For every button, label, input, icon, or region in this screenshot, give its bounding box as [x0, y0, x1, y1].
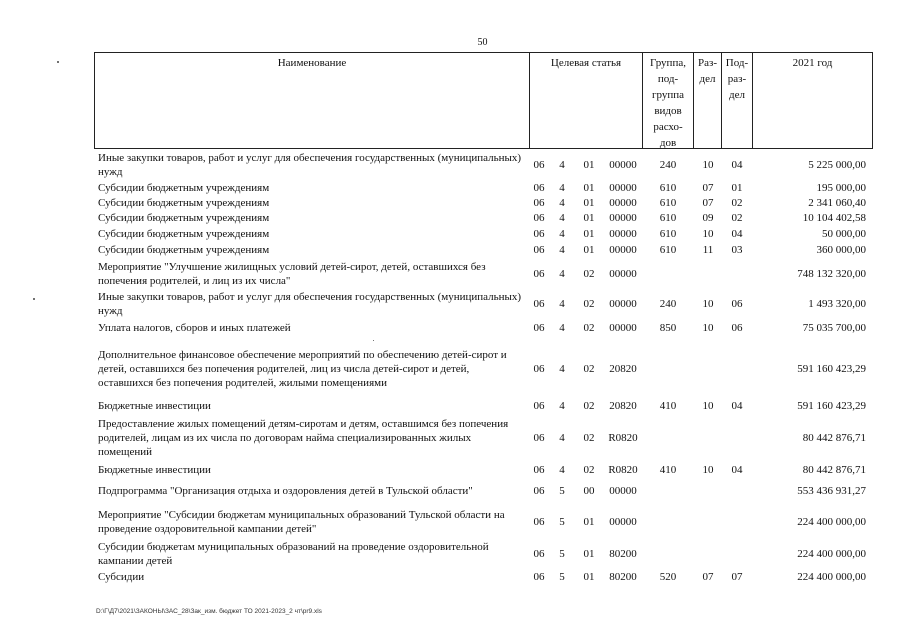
target-code-program: 06: [533, 485, 545, 497]
subsection-cell: 06: [731, 298, 743, 310]
subsection-cell: 02: [731, 212, 743, 224]
expense-group-cell: [654, 414, 682, 462]
section-cell: [697, 506, 719, 538]
target-code-program: 06: [533, 432, 545, 444]
row-name-cell: Предоставление жилых помещений детям-сиротам и детям, оставшимся без попечения родителей, лицам из их числа по договорам найма специализированных жилых помещений: [98, 418, 509, 458]
expense-group-cell: 610: [659, 227, 677, 240]
target-code-event: 01: [583, 571, 595, 583]
amount-cell: 75 035 700,00: [802, 322, 866, 334]
amount-cell: 591 160 423,29: [797, 362, 866, 375]
target-code-program: 06: [533, 571, 545, 583]
target-code-event: 01: [583, 212, 595, 224]
section-cell: [697, 414, 719, 462]
subsection-cell: [726, 539, 748, 568]
target-code-subprogram: 4: [559, 159, 565, 171]
amount-cell: 80 442 876,71: [802, 463, 866, 476]
table-row: [0, 210, 905, 226]
section-cell: 09: [702, 212, 714, 224]
target-code-program: 06: [533, 547, 545, 560]
subsection-cell: 04: [731, 159, 743, 171]
header-group-line: Группа,: [650, 57, 686, 69]
table-row: [0, 150, 905, 180]
amount-cell: 10 104 402,58: [802, 212, 866, 224]
subsection-cell: 04: [731, 399, 743, 412]
subsection-cell: [726, 506, 748, 538]
target-code-direction: 20820: [609, 399, 637, 412]
target-code-program: 06: [533, 243, 545, 256]
target-code-subprogram: 5: [559, 547, 565, 560]
row-name-cell: Субсидии бюджетным учреждениям: [98, 227, 270, 240]
header-subsection-line: дел: [729, 89, 745, 101]
target-code-event: 02: [583, 322, 595, 334]
section-cell: [697, 539, 719, 568]
section-cell: [697, 340, 719, 397]
amount-cell: 224 400 000,00: [797, 516, 866, 528]
target-code-subprogram: 4: [559, 227, 565, 240]
target-code-program: 06: [533, 322, 545, 334]
target-code-direction: 00000: [609, 159, 637, 171]
target-code-subprogram: 5: [559, 485, 565, 497]
target-code-subprogram: 4: [559, 362, 565, 375]
target-code-program: 06: [533, 298, 545, 310]
target-code-event: 01: [583, 159, 595, 171]
target-code-subprogram: 5: [559, 571, 565, 583]
subsection-cell: [726, 480, 748, 502]
target-code-direction: 00000: [609, 298, 637, 310]
target-code-subprogram: 4: [559, 399, 565, 412]
expense-group-cell: 610: [659, 243, 677, 256]
target-code-direction: 00000: [609, 516, 637, 528]
section-cell: 11: [702, 243, 714, 256]
header-section-line: дел: [699, 73, 716, 85]
row-name-cell: Подпрограмма "Организация отдыха и оздоровления детей в Тульской области": [98, 485, 473, 497]
header-section-line: Раз-: [697, 57, 717, 69]
row-name-cell: Субсидии бюджетным учреждениям: [98, 196, 270, 209]
section-cell: 07: [702, 181, 714, 194]
target-code-direction: 00000: [609, 243, 637, 256]
header-target-article: Целевая статья: [529, 52, 643, 149]
row-name-cell: Субсидии бюджетам муниципальных образований на проведение оздоровительной кампании детей: [98, 540, 489, 567]
section-cell: 10: [702, 463, 714, 476]
table-row: [0, 568, 905, 586]
header-group-line: дов: [659, 137, 677, 149]
target-code-direction: 00000: [609, 485, 637, 497]
target-code-event: 02: [583, 267, 595, 280]
amount-cell: 195 000,00: [816, 181, 866, 194]
table-row: [0, 180, 905, 195]
subsection-cell: 07: [731, 571, 743, 583]
subsection-cell: [726, 258, 748, 289]
table-row: [0, 480, 905, 502]
row-name-cell: Мероприятие "Улучшение жилищных условий детей-сирот, детей, оставшихся без попечения родителей, и лиц из их числа": [98, 260, 486, 287]
row-name-cell: Субсидии бюджетным учреждениям: [98, 181, 270, 194]
target-code-subprogram: 4: [559, 212, 565, 224]
table-row: [0, 241, 905, 258]
target-code-program: 06: [533, 399, 545, 412]
target-code-program: 06: [533, 159, 545, 171]
target-code-direction: 00000: [609, 196, 637, 209]
amount-cell: 360 000,00: [816, 243, 866, 256]
target-code-direction: 80200: [609, 571, 637, 583]
subsection-cell: 02: [731, 196, 743, 209]
header-section: [693, 52, 722, 149]
section-cell: 10: [702, 399, 714, 412]
section-cell: 10: [702, 227, 714, 240]
target-code-direction: 00000: [609, 322, 637, 334]
expense-group-cell: 850: [659, 322, 677, 334]
target-code-subprogram: 4: [559, 267, 565, 280]
table-row: [0, 539, 905, 568]
expense-group-cell: 410: [659, 463, 677, 476]
row-name-cell: Бюджетные инвестиции: [98, 463, 211, 476]
target-code-program: 06: [533, 212, 545, 224]
section-cell: 10: [702, 298, 714, 310]
target-code-direction: 00000: [609, 212, 637, 224]
expense-group-cell: [654, 258, 682, 289]
table-row: [0, 195, 905, 210]
target-code-direction: R0820: [608, 463, 638, 476]
expense-group-cell: 610: [659, 181, 677, 194]
target-code-subprogram: 4: [559, 298, 565, 310]
table-row: [0, 258, 905, 289]
table-row: [0, 462, 905, 477]
target-code-subprogram: 4: [559, 181, 565, 194]
expense-group-cell: [654, 539, 682, 568]
target-code-event: 01: [583, 181, 595, 194]
section-cell: 07: [702, 196, 714, 209]
table-row: [0, 319, 905, 337]
target-code-event: 01: [583, 243, 595, 256]
header-group-line: группа: [651, 89, 685, 101]
target-code-event: 02: [583, 298, 595, 310]
expense-group-cell: 520: [659, 571, 677, 583]
table-row: [0, 340, 905, 397]
header-name: Наименование: [94, 52, 530, 149]
table-row: [0, 414, 905, 462]
target-code-direction: 80200: [609, 547, 637, 560]
target-code-direction: R0820: [608, 432, 638, 444]
row-name-cell: Субсидии бюджетным учреждениям: [98, 212, 270, 224]
amount-cell: 224 400 000,00: [797, 571, 866, 583]
target-code-program: 06: [533, 181, 545, 194]
target-code-program: 06: [533, 267, 545, 280]
expense-group-cell: [654, 340, 682, 397]
scan-speck: [33, 298, 35, 300]
row-name-cell: Уплата налогов, сборов и иных платежей: [98, 322, 291, 334]
header-subsection-line: раз-: [727, 73, 747, 85]
header-subsection-line: Под-: [725, 57, 749, 69]
row-name-cell: Бюджетные инвестиции: [98, 399, 211, 412]
expense-group-cell: [654, 480, 682, 502]
subsection-cell: 04: [731, 463, 743, 476]
scan-speck: [57, 61, 59, 63]
expense-group-cell: 240: [659, 298, 677, 310]
target-code-event: 01: [583, 516, 595, 528]
target-code-event: 02: [583, 463, 595, 476]
section-cell: [697, 258, 719, 289]
target-code-event: 02: [583, 432, 595, 444]
table-row: [0, 226, 905, 241]
amount-cell: 748 132 320,00: [797, 267, 866, 280]
amount-cell: 5 225 000,00: [808, 159, 866, 171]
header-expense-group: [642, 52, 694, 149]
expense-group-cell: 610: [659, 196, 677, 209]
amount-cell: 2 341 060,40: [808, 196, 866, 209]
row-name-cell: Мероприятие "Субсидии бюджетам муниципальных образований Тульской области на проведение оздоровительной кампании детей": [98, 509, 505, 535]
header-subsection: [721, 52, 753, 149]
page-number: 50: [477, 37, 488, 48]
amount-cell: 591 160 423,29: [797, 399, 866, 412]
target-code-event: 02: [583, 362, 595, 375]
subsection-cell: [726, 414, 748, 462]
amount-cell: 1 493 320,00: [808, 298, 866, 310]
target-code-program: 06: [533, 362, 545, 375]
amount-cell: 80 442 876,71: [802, 432, 866, 444]
row-name-cell: Иные закупки товаров, работ и услуг для обеспечения государственных (муниципальных) нужд: [98, 152, 522, 178]
expense-group-cell: 610: [659, 212, 677, 224]
target-code-subprogram: 4: [559, 463, 565, 476]
row-name-cell: Субсидии: [98, 571, 145, 583]
target-code-subprogram: 4: [559, 432, 565, 444]
header-year: 2021 год: [752, 52, 873, 149]
subsection-cell: 04: [731, 227, 743, 240]
target-code-event: 01: [583, 547, 595, 560]
amount-cell: 50 000,00: [822, 227, 866, 240]
target-code-program: 06: [533, 196, 545, 209]
subsection-cell: 01: [731, 181, 743, 194]
header-group-line: расхо-: [653, 121, 683, 133]
table-row: [0, 289, 905, 319]
row-name-cell: Иные закупки товаров, работ и услуг для обеспечения государственных (муниципальных) нужд: [98, 291, 522, 317]
subsection-cell: 03: [731, 243, 743, 256]
target-code-direction: 20820: [609, 362, 637, 375]
table-row: [0, 397, 905, 414]
row-name-cell: Субсидии бюджетным учреждениям: [98, 243, 270, 256]
target-code-program: 06: [533, 463, 545, 476]
expense-group-cell: 410: [659, 399, 677, 412]
target-code-subprogram: 4: [559, 322, 565, 334]
target-code-program: 06: [533, 227, 545, 240]
target-code-event: 02: [583, 399, 595, 412]
target-code-subprogram: 4: [559, 196, 565, 209]
section-cell: 10: [702, 159, 714, 171]
target-code-direction: 00000: [609, 181, 637, 194]
section-cell: 07: [702, 571, 714, 583]
subsection-cell: [726, 340, 748, 397]
target-code-direction: 00000: [609, 267, 637, 280]
target-code-subprogram: 5: [559, 516, 565, 528]
amount-cell: 224 400 000,00: [797, 547, 866, 560]
subsection-cell: 06: [731, 322, 743, 334]
header-group-line: видов: [654, 105, 682, 117]
target-code-event: 01: [583, 196, 595, 209]
expense-group-cell: [654, 506, 682, 538]
scan-speck: [373, 340, 374, 341]
header-group-line: под-: [657, 73, 679, 85]
expense-group-cell: 240: [659, 159, 677, 171]
section-cell: [697, 480, 719, 502]
target-code-program: 06: [533, 516, 545, 528]
row-name-cell: Дополнительное финансовое обеспечение мероприятий по обеспечению детей-сирот и детей, оставшихся без попечения родителей, лиц из числа детей-сирот и детей, оставшихся без попечения родителей, жилыми помещениями: [98, 348, 507, 389]
section-cell: 10: [702, 322, 714, 334]
target-code-event: 01: [583, 227, 595, 240]
target-code-direction: 00000: [609, 227, 637, 240]
target-code-event: 00: [583, 485, 595, 497]
amount-cell: 553 436 931,27: [797, 485, 866, 497]
table-row: [0, 506, 905, 538]
file-path-footer: D:\Г\Д7\2021\ЗАКОНЫ\ЗАС_28\Зак_изм. бюджет ТО 2021-2023_2 чт\pr9.xls: [96, 608, 322, 615]
target-code-subprogram: 4: [559, 243, 565, 256]
